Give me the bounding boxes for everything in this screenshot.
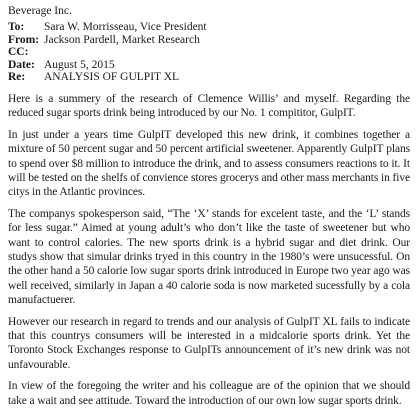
re-value: ANALYSIS OF GULPIT XL — [44, 71, 180, 84]
to-label: To: — [8, 21, 25, 33]
date-label: Date: — [8, 58, 35, 71]
memo-header — [8, 21, 207, 84]
memo-header-row-re — [8, 71, 207, 84]
memo-header-row-date — [8, 59, 207, 72]
memo-paragraph-analysis: However our research in regard to trends and our analysis of GulpIT XL fails to indicate that this countrys consumers will be interested in a midcalorie sports drink. Yet the Toronto Stock Exchanges response to GulpITs announcement of it’s new drink was not unfavourable. — [8, 315, 410, 371]
memo-header-row-cc — [8, 46, 207, 59]
memo-paragraph-spokesperson: The companys spokesperson said, “The ‘X’ stands for excelent taste, and the ‘L’ stands for less sugar.” Aimed at young adult’s who don’t like the taste of sweetener but who want to control calories. The new sports drink is a hybrid sugar and diet drink. Our studys show that simular drinks tryed in this country in the 1980’s were unsucessful. On the other hand a 50 calorie low sugar sports drink introduced in Europe two year ago was well received, similarly in Japan a 40 calorie soda is now marketed sucessfully by a cola manufactuerer. — [8, 207, 410, 307]
memo-header-row-from — [8, 34, 207, 47]
re-label: Re: — [8, 71, 26, 84]
from-label: From: — [8, 33, 40, 46]
memo-header-row-to — [8, 21, 207, 34]
cc-value — [44, 46, 207, 59]
from-value: Jackson Pardell, Market Research — [44, 33, 200, 46]
cc-label: CC: — [8, 46, 29, 59]
memo-paragraph-summary: Here is a summery of the research of Clemence Willis’ and myself. Regarding the reduced sugar sports drink being introduced by our No. 1 compititor, GulpIT. — [8, 92, 410, 120]
memo-paragraph-product: In just under a years time GulpIT developed this new drink, it combines together a mixture of 50 percent sugar and 50 percent artificial sweetener. Apparently GulpIT plans to spend over $8 million to introduce the drink, and to assess consumers reactions to it. It will be tested on the shelfs of convience stores grocerys and other mass merchants in five citys in the Atlantic provinces. — [8, 128, 411, 199]
to-value: Sara W. Morrisseau, Vice President — [44, 21, 207, 33]
memo-paragraph-recommendation: In view of the foregoing the writer and his colleague are of the opinion that we should take a wait and see attitude. Toward the introduction of our own low sugar sports drink. — [8, 380, 410, 407]
date-value: August 5, 2015 — [44, 58, 115, 71]
company-name: Beverage Inc. — [8, 5, 72, 17]
